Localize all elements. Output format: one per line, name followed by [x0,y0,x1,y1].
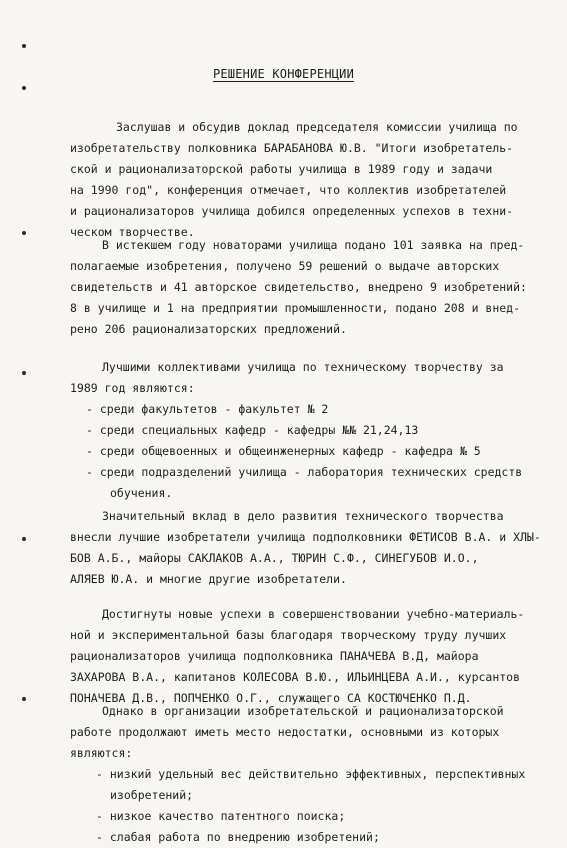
text-line: рено 206 рационализаторских предложений. [70,322,347,336]
punch-hole-mark [22,371,26,375]
text-line: Однако в организации изобретательской и рационализаторской [102,704,504,718]
list-item: - низкий удельный вес действительно эффективных, перспективных [96,767,526,781]
document-title: РЕШЕНИЕ КОНФЕРЕНЦИИ [212,67,355,81]
text-line: Значительный вклад в дело развития технического творчества [102,509,504,523]
text-line: полагаемые изобретения, получено 59 решений о выдаче авторских [70,259,500,273]
punch-hole-mark [22,537,26,541]
punch-hole-mark [22,231,26,235]
paragraph-statistics [70,235,540,340]
text-line: Заслушав и обсудив доклад председателя комиссии училища по [116,120,518,134]
list-item-continuation: обучения. [110,486,173,500]
paragraph-report-summary [70,117,540,243]
text-line: ской и рационализаторской работы училища в 1989 году и задачи [70,162,493,176]
text-line: АЛЯЕВ Ю.А. и многие другие изобретатели. [70,572,347,586]
text-line: Лучшими коллективами училища по техническому творчеству за [102,360,504,374]
text-line: внесли лучшие изобретатели училища подполковники ФЕТИСОВ В.А. и ХЛЫ- [70,530,541,544]
text-line: и рационализаторов училища добился определенных успехов в техни- [70,204,514,218]
paragraph-material-base [70,604,540,709]
text-line: ПОНАЧЕВА Д.В., ПОПЧЕНКО О.Г., служащего СА КОСТЮЧЕНКО П.Д. [70,691,472,705]
text-line: Достигнуты новые успехи в совершенствовании учебно-материаль- [102,607,525,621]
text-line: являются: [70,746,133,760]
list-item: - среди факультетов - факультет № 2 [86,402,329,416]
list-item: - низкое качество патентного поиска; [96,809,346,823]
paragraph-best-collectives [70,357,540,504]
list-item: - среди специальных кафедр - кафедры №№ 21,24,13 [86,423,419,437]
text-line: ной и экспериментальной базы благодаря творческому труду лучших [70,628,507,642]
list-item: - среди подразделений училища - лаборатория технических средств [86,465,523,479]
list-item-continuation: изобретений; [110,788,194,802]
list-item: - слабая работа по внедрению изобретений; [96,830,380,844]
punch-hole-mark [22,86,26,90]
text-line: на 1990 год", конференция отмечает, что коллектив изобретателей [70,183,507,197]
paragraph-shortcomings [70,701,540,848]
text-line: изобретательству полковника БАРАБАНОВА Ю.В. "Итоги изобретатель- [70,141,514,155]
text-line: ческом творчестве. [70,225,195,239]
list-item: - среди общевоенных и общеинженерных кафедр - кафедра № 5 [86,444,481,458]
text-line: свидетельств и 41 авторское свидетельство, внедрено 9 изобретений: [70,280,527,294]
text-line: работе продолжают иметь место недостатки, основными из которых [70,725,500,739]
paragraph-contributors [70,506,540,590]
text-line: рационализаторов училища подполковника ПАНАЧЕВА В.Д, майора [70,649,479,663]
text-line: ЗАХАРОВА В.А., капитанов КОЛЕСОВА В.Ю., ИЛЬИНЦЕВА А.И., курсантов [70,670,521,684]
punch-hole-mark [22,697,26,701]
text-line: 1989 год являются: [70,381,195,395]
text-line: БОВ А.Б., майоры САКЛАКОВ А.А., ТЮРИН С.Ф., СИНЕГУБОВ И.О., [70,551,479,565]
text-line: В истекшем году новаторами училища подано 101 заявка на пред- [102,238,525,252]
text-line: 8 в училище и 1 на предприятии промышленности, подано 208 и внед- [70,301,521,315]
punch-hole-mark [22,44,26,48]
